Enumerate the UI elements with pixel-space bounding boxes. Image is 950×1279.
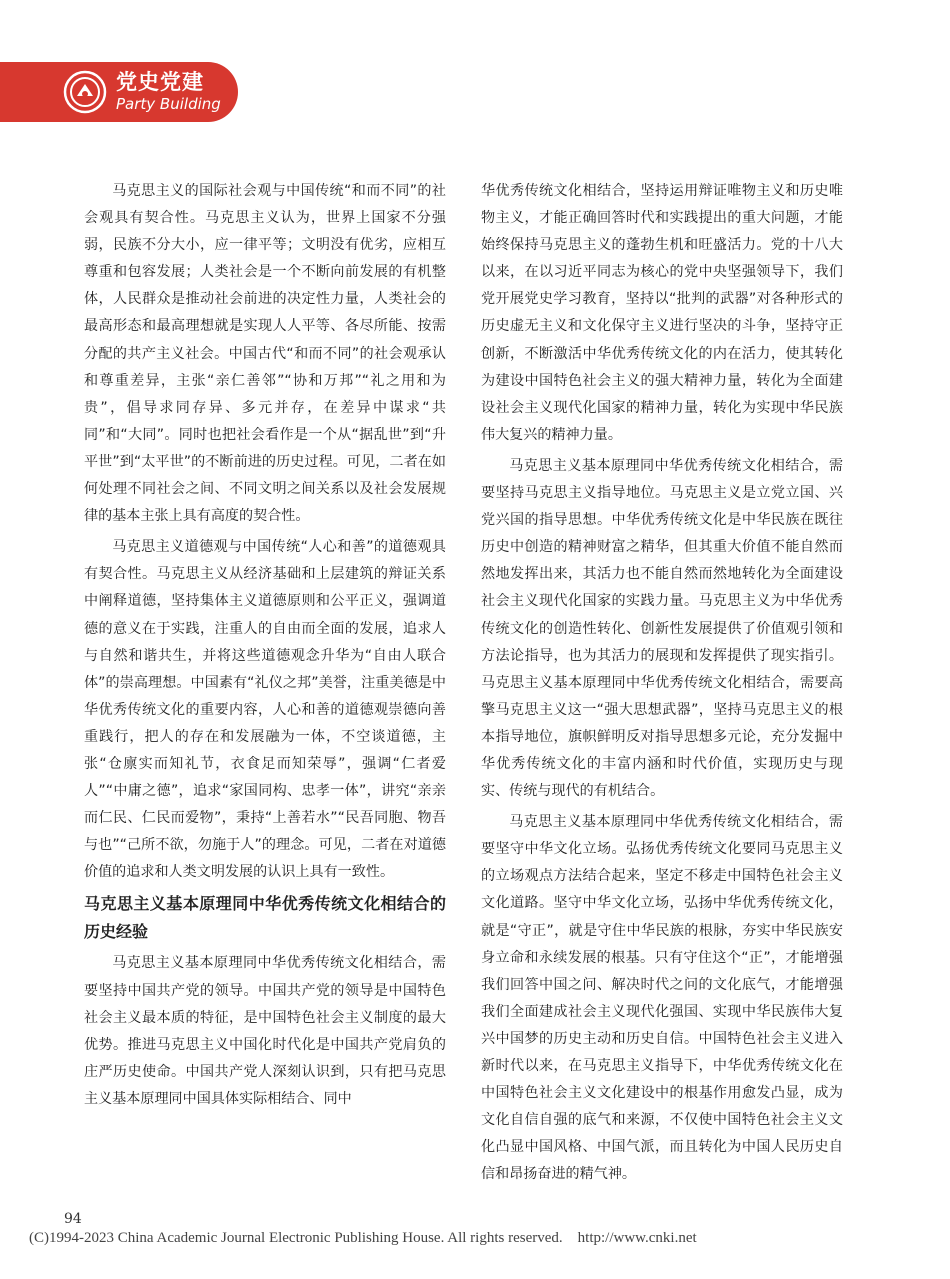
paragraph: 马克思主义道德观与中国传统“人心和善”的道德观具有契合性。马克思主义从经济基础和上层建筑的辩证关系中阐释道德，坚持集体主义道德原则和公平正义，强调道德的意义在于实践，注重人的自由而全面的发展，追求人与自然和谐共生，并将这些道德观念升华为“自由人联合体”的崇高理想。中国素有“礼仪之邦”美誉，注重美德是中华优秀传统文化的重要内容，人心和善的道德观崇德向善重践行，把人的存在和发展融为一体，不空谈道德，主张“仓廪实而知礼节，衣食足而知荣辱”，强调“仁者爱人”“中庸之德”，追求“家国同构、忠孝一体”，讲究“亲亲而仁民、仁民而爱物”，秉持“上善若水”“民吾同胞、物吾与也”“己所不欲，勿施于人”的理念。可见，二者在对道德价值的追求和人类文明发展的认识上具有一致性。 [84,539,446,881]
page-number: 94 [64,1211,82,1227]
right-column [481,178,843,1192]
left-column [84,178,446,1117]
copyright-footer: (C)1994-2023 China Academic Journal Electronic Publishing House. All rights reserved. http://www.cnki.net [29,1230,697,1246]
party-building-logo-icon [63,70,107,114]
section-subtitle: Party Building [116,95,221,113]
paragraph: 马克思主义基本原理同中华优秀传统文化相结合，需要坚持中国共产党的领导。中国共产党的领导是中国特色社会主义最本质的特征，是中国特色社会主义制度的最大优势。推进马克思主义中国化时代化是中国共产党肩负的庄严历史使命。中国共产党人深刻认识到，只有把马克思主义基本原理同中国具体实际相结合、同中 [84,955,446,1107]
paragraph: 马克思主义的国际社会观与中国传统“和而不同”的社会观具有契合性。马克思主义认为，世界上国家不分强弱，民族不分大小，应一律平等；文明没有优劣，应相互尊重和包容发展；人类社会是一个不断向前发展的有机整体，人民群众是推动社会前进的决定性力量，人类社会的最高形态和最高理想就是实现人人平等、各尽所能、按需分配的共产主义社会。中国古代“和而不同”的社会观承认和尊重差异，主张“亲仁善邻”“协和万邦”“礼之用和为贵”，倡导求同存异、多元并存，在差异中谋求“共同”和“大同”。同时也把社会看作是一个从“据乱世”到“升平世”到“太平世”的不断前进的历史过程。可见，二者在如何处理不同社会之间、不同文明之间关系以及社会发展规律的基本主张上具有高度的契合性。 [84,183,446,525]
paragraph: 马克思主义基本原理同中华优秀传统文化相结合，需要坚守中华文化立场。弘扬优秀传统文化要同马克思主义的立场观点方法结合起来，坚定不移走中国特色社会主义文化道路。坚守中华文化立场，弘扬中华优秀传统文化，就是“守正”，就是守住中华民族的根脉，夯实中华民族安身立命和永续发展的根基。只有守住这个“正”，才能增强我们回答中国之问、解决时代之问的文化底气，才能增强我们全面建成社会主义现代化强国、实现中华民族伟大复兴中国梦的历史主动和历史自信。中国特色社会主义进入新时代以来，在马克思主义指导下，中华优秀传统文化在中国特色社会主义文化建设中的根基作用愈发凸显，成为文化自信自强的底气和来源，不仅使中国特色社会主义文化凸显中国风格、中国气派，而且转化为中国人民历史自信和昂扬奋进的精气神。 [481,814,843,1183]
section-title: 党史党建 [116,70,204,94]
section-heading: 马克思主义基本原理同中华优秀传统文化相结合的历史经验 [84,894,446,942]
paragraph-continued: 华优秀传统文化相结合，坚持运用辩证唯物主义和历史唯物主义，才能正确回答时代和实践提出的重大问题，才能始终保持马克思主义的蓬勃生机和旺盛活力。党的十八大以来，在以习近平同志为核心的党中央坚强领导下，我们党开展党史学习教育，坚持以“批判的武器”对各种形式的历史虚无主义和文化保守主义进行坚决的斗争，坚持守正创新，不断激活中华优秀传统文化的内在活力，使其转化为建设中国特色社会主义的强大精神力量，转化为全面建设社会主义现代化国家的精神力量，转化为实现中华民族伟大复兴的精神力量。 [481,183,843,443]
paragraph: 马克思主义基本原理同中华优秀传统文化相结合，需要坚持马克思主义指导地位。马克思主义是立党立国、兴党兴国的指导思想。中华优秀传统文化是中华民族在既往历史中创造的精神财富之精华，但其重大价值不能自然而然地发挥出来，其活力也不能自然而然地转化为全面建设社会主义现代化国家的实践力量。马克思主义为中华优秀传统文化的创造性转化、创新性发展提供了价值观引领和方法论指导，也为其活力的展现和发挥提供了现实指引。马克思主义基本原理同中华优秀传统文化相结合，需要高擎马克思主义这一“强大思想武器”，坚持马克思主义的根本指导地位，旗帜鲜明反对指导思想多元论，充分发掘中华优秀传统文化的丰富内涵和时代价值，实现历史与现实、传统与现代的有机结合。 [481,457,843,800]
